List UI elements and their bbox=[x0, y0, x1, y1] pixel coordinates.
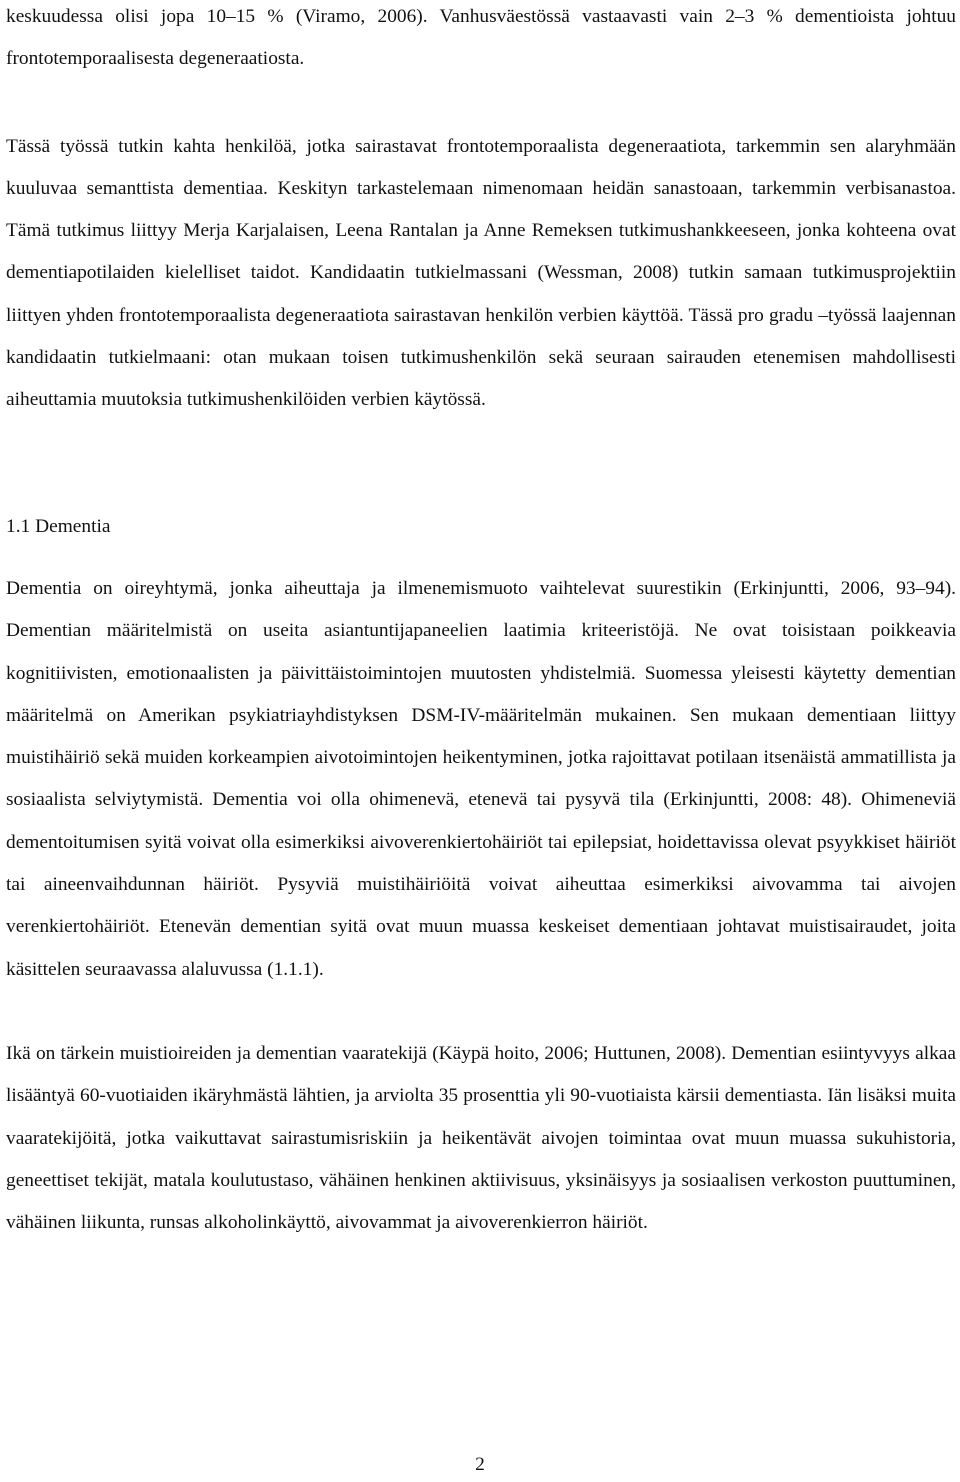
page-number: 2 bbox=[475, 1454, 485, 1475]
paragraph-intro-1: keskuudessa olisi jopa 10–15 % (Viramo, 2006). Vanhusväestössä vastaavasti vain 2–3 % dementioista johtuu frontotemporaalisesta degeneraatiosta. bbox=[6, 6, 956, 70]
section-heading: 1.1 Dementia bbox=[6, 515, 111, 537]
document-page bbox=[6, 0, 956, 1244]
paragraph-dementia-2: Ikä on tärkein muistioireiden ja dementian vaaratekijä (Käypä hoito, 2006; Huttunen, 2008). Dementian esiintyvyys alkaa lisääntyä 60-vuotiaiden ikäryhmästä lähtien, ja arviolta 35 prosenttia yli 90-vuotiaista kärsii dementiasta. Iän lisäksi muita vaaratekijöitä, jotka vaikuttavat sairastumisriskiin ja heikentävät aivojen toimintaa ovat muun muassa sukuhistoria, geneettiset tekijät, matala koulutustaso, vähäinen henkinen aktiivisuus, yksinäisyys ja sosiaalisen verkoston puuttuminen, vähäinen liikunta, runsas alkoholinkäyttö, aivovammat ja aivoverenkierron häiriöt. bbox=[6, 1042, 956, 1234]
paragraph-dementia-1: Dementia on oireyhtymä, jonka aiheuttaja ja ilmenemismuoto vaihtelevat suurestikin (Erkinjuntti, 2006, 93–94). Dementian määritelmistä on useita asiantuntijapaneelien laatimia kriteeristöjä. Ne ovat toisistaan poikkeavia kognitiivisten, emotionaalisten ja päivittäistoimintojen muutosten yhdistelmiä. Suomessa yleisesti käytetty dementian määritelmä on Amerikan psykiatriayhdistyksen DSM-IV-määritelmän mukainen. Sen mukaan dementiaan liittyy muistihäiriö sekä muiden korkeampien aivotoimintojen heikentyminen, jotka rajoittavat potilaan itsenäistä ammatillista ja sosiaalista selviytymistä. Dementia voi olla ohimenevä, etenevä tai pysyvä tila (Erkinjuntti, 2008: 48). Ohimeneviä dementoitumisen syitä voivat olla esimerkiksi aivoverenkiertohäiriöt tai epilepsiat, hoidettavissa olevat psyykkiset häiriöt tai aineenvaihdunnan häiriöt. Pysyviä muistihäiriöitä voivat aiheuttaa esimerkiksi aivovamma tai aivojen verenkiertohäiriöt. Etenevän dementian syitä ovat muun muassa keskeiset dementiaan johtavat muistisairaudet, joita käsittelen seuraavassa alaluvussa (1.1.1). bbox=[6, 577, 956, 980]
paragraph-intro-2: Tässä työssä tutkin kahta henkilöä, jotka sairastavat frontotemporaalista degeneraatiota, tarkemmin sen alaryhmään kuuluvaa semanttista dementiaa. Keskityn tarkastelemaan nimenomaan heidän sanastoaan, tarkemmin verbisanastoa. Tämä tutkimus liittyy Merja Karjalaisen, Leena Rantalan ja Anne Remeksen tutkimushankkeeseen, jonka kohteena ovat dementiapotilaiden kielelliset taidot. Kandidaatin tutkielmassani (Wessman, 2008) tutkin samaan tutkimusprojektiin liittyen yhden frontotemporaalista degeneraatiota sairastavan henkilön verbien käyttöä. Tässä pro gradu –työssä laajennan kandidaatin tutkielmaani: otan mukaan toisen tutkimushenkilön sekä seuraan sairauden etenemisen mahdollisesti aiheuttamia muutoksia tutkimushenkilöiden verbien käytössä. bbox=[6, 135, 956, 411]
